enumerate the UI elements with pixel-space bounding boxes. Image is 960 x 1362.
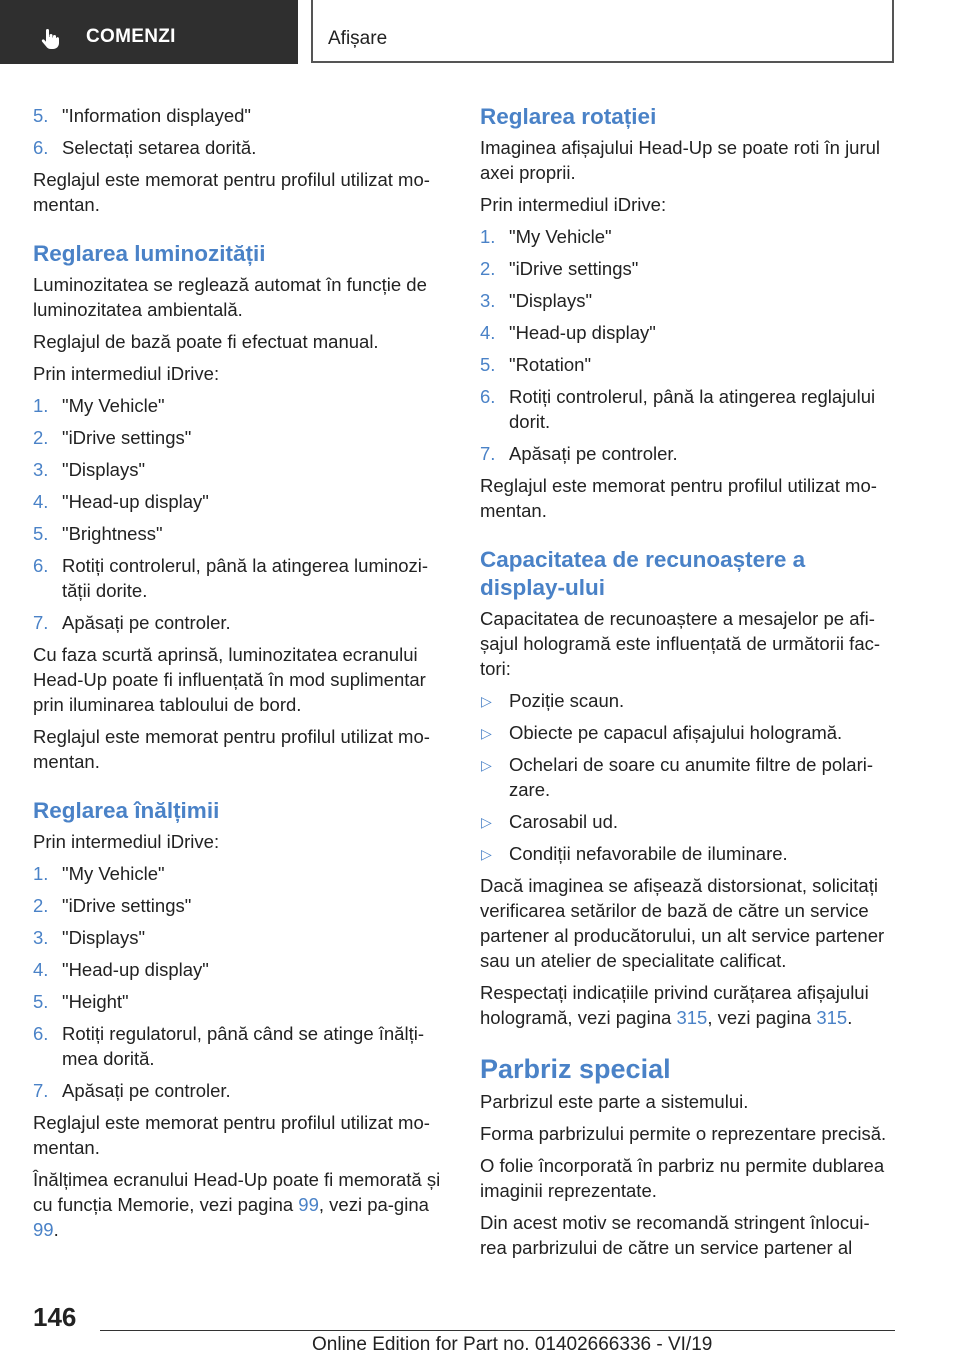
paragraph: Forma parbrizului permite o reprezentare precisă. (480, 1123, 887, 1144)
paragraph: Prin intermediul iDrive: (480, 194, 667, 215)
step-number: 4. (33, 491, 49, 512)
list-item (33, 925, 443, 950)
step-text: "Head-up display" (62, 959, 209, 980)
bullet-text: Ochelari de soare cu anumite filtre de polari-zare. (509, 754, 874, 800)
triangle-bullet-icon: ▷ (481, 725, 492, 741)
hand-pointer-icon (38, 27, 62, 51)
paragraph: Reglajul este memorat pentru profilul utilizat mo-mentan. (480, 475, 877, 521)
step-number: 7. (33, 1080, 49, 1101)
list-item (33, 425, 443, 450)
step-number: 2. (33, 427, 49, 448)
list-item (33, 861, 443, 886)
list-item (33, 893, 443, 918)
text-span: Respectați indicațiile privind curățarea afișajului hologramă, vezi pagina (480, 982, 869, 1028)
step-number: 3. (480, 290, 496, 311)
paragraph: Parbrizul este parte a sistemului. (480, 1091, 749, 1112)
step-text: Selectați setarea dorită. (62, 137, 257, 158)
text-span: Înălțimea ecranului Head-Up poate fi memorată și cu funcția Memorie, vezi pagina (33, 1169, 441, 1215)
section-header (311, 0, 894, 63)
footer-edition: Online Edition for Part no. 01402666336 - VI/19 (312, 1334, 713, 1355)
bullet-text: Carosabil ud. (509, 811, 619, 832)
step-text: "My Vehicle" (509, 226, 612, 247)
paragraph: O folie încorporată în parbriz nu permite dublarea imaginii reprezentate. (480, 1155, 885, 1201)
step-text: Rotiți controlerul, până la atingerea luminozi-tății dorite. (62, 555, 429, 601)
step-number: 6. (33, 1023, 49, 1044)
step-text: "My Vehicle" (62, 395, 165, 416)
right-column (480, 103, 896, 1267)
list-item (33, 457, 443, 482)
rotation-steps (480, 224, 896, 466)
heading-recognition: Capacitatea de recunoaștere a display-ului (480, 547, 806, 600)
list-item (33, 135, 443, 160)
step-number: 3. (33, 459, 49, 480)
list-item (33, 553, 443, 603)
list-item (480, 809, 896, 834)
chapter-label: COMENZI (86, 26, 176, 47)
height-steps (33, 861, 443, 1103)
list-item (480, 256, 896, 281)
footer-divider (100, 1330, 895, 1331)
chapter-tab[interactable] (0, 0, 298, 64)
list-item (33, 1078, 443, 1103)
step-number: 6. (33, 555, 49, 576)
list-item (480, 320, 896, 345)
step-text: Apăsați pe controler. (62, 612, 231, 633)
step-number: 1. (33, 395, 49, 416)
list-item (33, 957, 443, 982)
page-link-315[interactable]: 315 (816, 1007, 848, 1028)
text-span: , vezi pagina (707, 1007, 817, 1028)
paragraph: Prin intermediul iDrive: (33, 363, 220, 384)
list-item (480, 752, 896, 802)
step-number: 2. (480, 258, 496, 279)
list-item (480, 688, 896, 713)
list-item (480, 288, 896, 313)
page-link-99[interactable]: 99 (298, 1194, 319, 1215)
heading-windshield: Parbriz special (480, 1054, 671, 1084)
paragraph: Reglajul este memorat pentru profilul utilizat mo-mentan. (33, 726, 430, 772)
list-item (480, 224, 896, 249)
heading-rotation: Reglarea rotației (480, 104, 657, 129)
triangle-bullet-icon: ▷ (481, 693, 492, 709)
list-item (480, 441, 896, 466)
list-item (33, 1021, 443, 1071)
step-number: 6. (480, 386, 496, 407)
step-text: "iDrive settings" (62, 427, 192, 448)
paragraph-memory (33, 1167, 443, 1242)
bullet-text: Poziție scaun. (509, 690, 625, 711)
step-number: 4. (33, 959, 49, 980)
step-text: Rotiți controlerul, până la atingerea reglajului dorit. (509, 386, 876, 432)
brightness-steps (33, 393, 443, 635)
list-item (33, 393, 443, 418)
paragraph: Reglajul este memorat pentru profilul utilizat mo-mentan. (33, 1112, 430, 1158)
text-span: . (53, 1219, 59, 1240)
list-item (33, 521, 443, 546)
step-number: 1. (480, 226, 496, 247)
step-text: "My Vehicle" (62, 863, 165, 884)
step-number: 5. (33, 991, 49, 1012)
step-number: 6. (33, 137, 49, 158)
page-link-99[interactable]: 99 (33, 1219, 54, 1240)
section-title: Afișare (328, 28, 388, 49)
step-number: 2. (33, 895, 49, 916)
list-item (480, 841, 896, 866)
step-number: 1. (33, 863, 49, 884)
factors-list (480, 688, 896, 866)
step-number: 5. (33, 523, 49, 544)
paragraph: Imaginea afișajului Head-Up se poate roti în jurul axei proprii. (480, 137, 881, 183)
paragraph: Reglajul de bază poate fi efectuat manual. (33, 331, 379, 352)
step-text: "Displays" (62, 927, 146, 948)
paragraph: Dacă imaginea se afișează distorsionat, solicitați verificarea setărilor de bază de către un service partener al producătorului, un alt service partener sau un atelier de specialitate calificat. (480, 875, 885, 971)
paragraph: Din acest motiv se recomandă stringent înlocui-rea parbrizului de către un service partener al (480, 1212, 870, 1258)
step-text: "Brightness" (62, 523, 163, 544)
list-item (33, 489, 443, 514)
step-number: 7. (33, 612, 49, 633)
paragraph: Capacitatea de recunoaștere a mesajelor pe afi-șajul hologramă este influențată de următorii fac-tori: (480, 608, 881, 679)
heading-height: Reglarea înălțimii (33, 798, 220, 823)
triangle-bullet-icon: ▷ (481, 757, 492, 773)
step-text: Apăsați pe controler. (62, 1080, 231, 1101)
paragraph: Reglajul este memorat pentru profilul utilizat mo-mentan. (33, 169, 430, 215)
heading-brightness: Reglarea luminozității (33, 241, 266, 266)
page-link-315[interactable]: 315 (676, 1007, 708, 1028)
step-number: 5. (33, 105, 49, 126)
step-text: Apăsați pe controler. (509, 443, 678, 464)
text-span: , vezi pa-gina (318, 1194, 429, 1215)
step-text: "Displays" (509, 290, 593, 311)
paragraph: Luminozitatea se reglează automat în funcție de luminozitatea ambientală. (33, 274, 427, 320)
step-text: "iDrive settings" (509, 258, 639, 279)
list-item (480, 720, 896, 745)
step-text: Rotiți regulatorul, până când se atinge înălți-mea dorită. (62, 1023, 424, 1069)
bullet-text: Condiții nefavorabile de iluminare. (509, 843, 788, 864)
bullet-text: Obiecte pe capacul afișajului hologramă. (509, 722, 843, 743)
list-item (480, 352, 896, 377)
intro-steps (33, 103, 443, 160)
step-text: "Displays" (62, 459, 146, 480)
step-text: "Information displayed" (62, 105, 251, 126)
step-number: 4. (480, 322, 496, 343)
step-text: "Head-up display" (509, 322, 656, 343)
paragraph: Prin intermediul iDrive: (33, 831, 220, 852)
list-item (33, 610, 443, 635)
text-span: . (847, 1007, 853, 1028)
list-item (33, 103, 443, 128)
left-column (33, 103, 443, 1249)
page-number: 146 (33, 1302, 77, 1332)
paragraph: Cu faza scurtă aprinsă, luminozitatea ecranului Head-Up poate fi influențată în mod suplimentar prin iluminarea tabloului de bord. (33, 644, 426, 715)
step-text: "iDrive settings" (62, 895, 192, 916)
paragraph-cleaning (480, 980, 896, 1030)
step-text: "Height" (62, 991, 129, 1012)
step-text: "Head-up display" (62, 491, 209, 512)
step-number: 7. (480, 443, 496, 464)
step-number: 3. (33, 927, 49, 948)
list-item (33, 989, 443, 1014)
list-item (480, 384, 896, 434)
triangle-bullet-icon: ▷ (481, 814, 492, 830)
step-text: "Rotation" (509, 354, 592, 375)
step-number: 5. (480, 354, 496, 375)
triangle-bullet-icon: ▷ (481, 846, 492, 862)
